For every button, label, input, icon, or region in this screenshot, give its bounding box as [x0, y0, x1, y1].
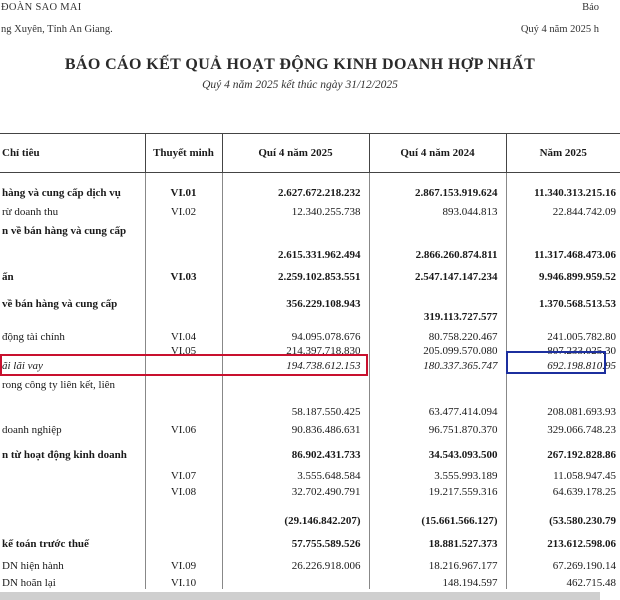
value-q4-2024	[369, 218, 506, 237]
row-note	[145, 391, 222, 418]
value-year-2025: 807.233.025.30	[506, 343, 620, 357]
row-label	[0, 391, 145, 418]
row-label: n từ hoạt động kinh doanh	[2, 448, 127, 461]
value-year-2025	[506, 372, 620, 391]
row-note: VI.04	[145, 323, 222, 343]
value-q4-2025: 94.095.078.676	[222, 323, 369, 343]
table-row	[0, 173, 620, 199]
value-q4-2025: 2.627.672.218.232	[222, 173, 369, 199]
column-header-year-2025: Năm 2025	[506, 134, 620, 173]
row-note: VI.07	[145, 461, 222, 482]
column-header-note: Thuyết minh	[145, 134, 222, 173]
value-q4-2025: 214.397.718.830	[222, 343, 369, 357]
value-year-2025: 241.005.782.80	[506, 323, 620, 343]
company-name: ĐOÀN SAO MAI	[1, 2, 82, 13]
row-note: VI.10	[145, 572, 222, 589]
value-q4-2024: 2.867.153.919.624	[369, 173, 506, 199]
value-year-2025: 22.844.742.09	[506, 199, 620, 218]
table-row	[0, 572, 620, 589]
table-row	[0, 527, 620, 550]
table-row	[0, 283, 620, 310]
column-header-q4-2024: Quí 4 năm 2024	[369, 134, 506, 173]
value-year-2025: 462.715.48	[506, 572, 620, 589]
report-label: Báo	[582, 2, 599, 13]
value-q4-2025: 86.902.431.733	[222, 436, 369, 461]
row-note: VI.03	[145, 261, 222, 283]
row-label	[0, 498, 145, 527]
value-q4-2024: 80.758.220.467	[369, 323, 506, 343]
table-row	[0, 391, 620, 418]
table-row	[0, 461, 620, 482]
value-q4-2024: 63.477.414.094	[369, 391, 506, 418]
value-q4-2024: 3.555.993.189	[369, 461, 506, 482]
row-note: VI.09	[145, 550, 222, 572]
value-q4-2024: 205.099.570.080	[369, 343, 506, 357]
table-header-row	[0, 134, 620, 173]
row-label: về bán hàng và cung cấp	[2, 297, 118, 310]
value-year-2025: 9.946.899.959.52	[506, 261, 620, 283]
table-row	[0, 372, 620, 391]
row-note	[145, 218, 222, 237]
row-note	[145, 357, 222, 372]
value-q4-2025	[222, 372, 369, 391]
value-year-2025: 67.269.190.14	[506, 550, 620, 572]
row-label: DN hiện hành	[2, 559, 64, 572]
row-note: VI.06	[145, 418, 222, 436]
value-q4-2025: 356.229.108.943	[222, 283, 369, 310]
value-year-2025: (53.580.230.79	[506, 498, 620, 527]
value-q4-2025: 12.340.255.738	[222, 199, 369, 218]
value-year-2025: 11.317.468.473.06	[506, 237, 620, 261]
value-q4-2024	[369, 372, 506, 391]
column-header-item: Chỉ tiêu	[0, 134, 145, 173]
value-year-2025: 11.058.947.45	[506, 461, 620, 482]
value-q4-2025: 90.836.486.631	[222, 418, 369, 436]
row-label: rừ doanh thu	[2, 205, 59, 218]
row-label: doanh nghiệp	[2, 423, 62, 436]
row-note: VI.01	[145, 173, 222, 199]
value-q4-2024: 319.113.727.577	[369, 310, 506, 323]
report-title: BÁO CÁO KẾT QUẢ HOẠT ĐỘNG KINH DOANH HỢP NHẤT	[64, 56, 536, 73]
row-label: rong công ty liên kết, liên	[2, 378, 116, 391]
value-year-2025: 213.612.598.06	[506, 527, 620, 550]
income-statement-table	[0, 133, 620, 589]
value-year-2025: 329.066.748.23	[506, 418, 620, 436]
row-label: DN hoãn lại	[2, 576, 56, 589]
row-note	[145, 237, 222, 261]
table-row	[0, 310, 620, 323]
value-year-2025: 64.639.178.25	[506, 482, 620, 498]
value-q4-2025: 58.187.550.425	[222, 391, 369, 418]
value-year-2025	[506, 310, 620, 323]
table-row	[0, 199, 620, 218]
table-row	[0, 343, 620, 357]
value-q4-2025: 57.755.589.526	[222, 527, 369, 550]
value-year-2025: 208.081.693.93	[506, 391, 620, 418]
value-q4-2024: 148.194.597	[369, 572, 506, 589]
value-q4-2025: 3.555.648.584	[222, 461, 369, 482]
column-header-q4-2025: Quí 4 năm 2025	[222, 134, 369, 173]
scan-edge	[0, 592, 600, 600]
value-q4-2025: (29.146.842.207)	[222, 498, 369, 527]
row-label: động tài chính	[2, 330, 65, 343]
report-period-label: Quý 4 năm 2025 h	[520, 24, 599, 35]
value-year-2025: 267.192.828.86	[506, 436, 620, 461]
value-q4-2025: 2.615.331.962.494	[222, 237, 369, 261]
row-label	[0, 237, 145, 261]
table-row	[0, 218, 620, 237]
value-q4-2025: 2.259.102.853.551	[222, 261, 369, 283]
row-note: VI.02	[145, 199, 222, 218]
value-q4-2025	[222, 572, 369, 589]
value-q4-2024	[369, 283, 506, 310]
table-row	[0, 237, 620, 261]
row-note: VI.05	[145, 343, 222, 357]
table-row	[0, 357, 620, 372]
table-row	[0, 550, 620, 572]
row-label: kế toán trước thuế	[2, 537, 89, 550]
value-q4-2024: 893.044.813	[369, 199, 506, 218]
table-row	[0, 498, 620, 527]
value-year-2025: 11.340.313.215.16	[506, 173, 620, 199]
value-q4-2024: 180.337.365.747	[369, 357, 506, 372]
row-label: n về bán hàng và cung cấp	[2, 224, 127, 237]
table-row	[0, 482, 620, 498]
value-year-2025: 692.198.810.95	[506, 357, 620, 372]
row-label: ãi lãi vay	[2, 359, 43, 372]
value-q4-2024: 2.866.260.874.811	[369, 237, 506, 261]
row-note	[145, 283, 222, 310]
row-label: hàng và cung cấp dịch vụ	[0, 173, 145, 199]
value-q4-2025: 32.702.490.791	[222, 482, 369, 498]
value-q4-2024: 19.217.559.316	[369, 482, 506, 498]
table-row	[0, 323, 620, 343]
value-q4-2024: 2.547.147.147.234	[369, 261, 506, 283]
value-year-2025	[506, 218, 620, 237]
row-label: ấn	[2, 270, 14, 283]
value-q4-2025: 194.738.612.153	[222, 357, 369, 372]
value-q4-2025: 26.226.918.006	[222, 550, 369, 572]
row-note	[145, 310, 222, 323]
row-note	[145, 372, 222, 391]
row-label	[0, 461, 145, 482]
value-q4-2024: 34.543.093.500	[369, 436, 506, 461]
table-row	[0, 261, 620, 283]
row-note	[145, 527, 222, 550]
value-q4-2025	[222, 310, 369, 323]
table-row	[0, 418, 620, 436]
row-label	[0, 310, 145, 323]
report-subtitle: Quý 4 năm 2025 kết thúc ngày 31/12/2025	[202, 79, 398, 91]
value-q4-2025	[222, 218, 369, 237]
value-q4-2024: 96.751.870.370	[369, 418, 506, 436]
row-label	[0, 482, 145, 498]
value-year-2025: 1.370.568.513.53	[506, 283, 620, 310]
row-label	[0, 343, 145, 357]
value-q4-2024: (15.661.566.127)	[369, 498, 506, 527]
value-q4-2024: 18.881.527.373	[369, 527, 506, 550]
table-row	[0, 436, 620, 461]
row-note: VI.08	[145, 482, 222, 498]
company-address: ng Xuyên, Tỉnh An Giang.	[1, 24, 113, 35]
value-q4-2024: 18.216.967.177	[369, 550, 506, 572]
row-note	[145, 498, 222, 527]
row-note	[145, 436, 222, 461]
